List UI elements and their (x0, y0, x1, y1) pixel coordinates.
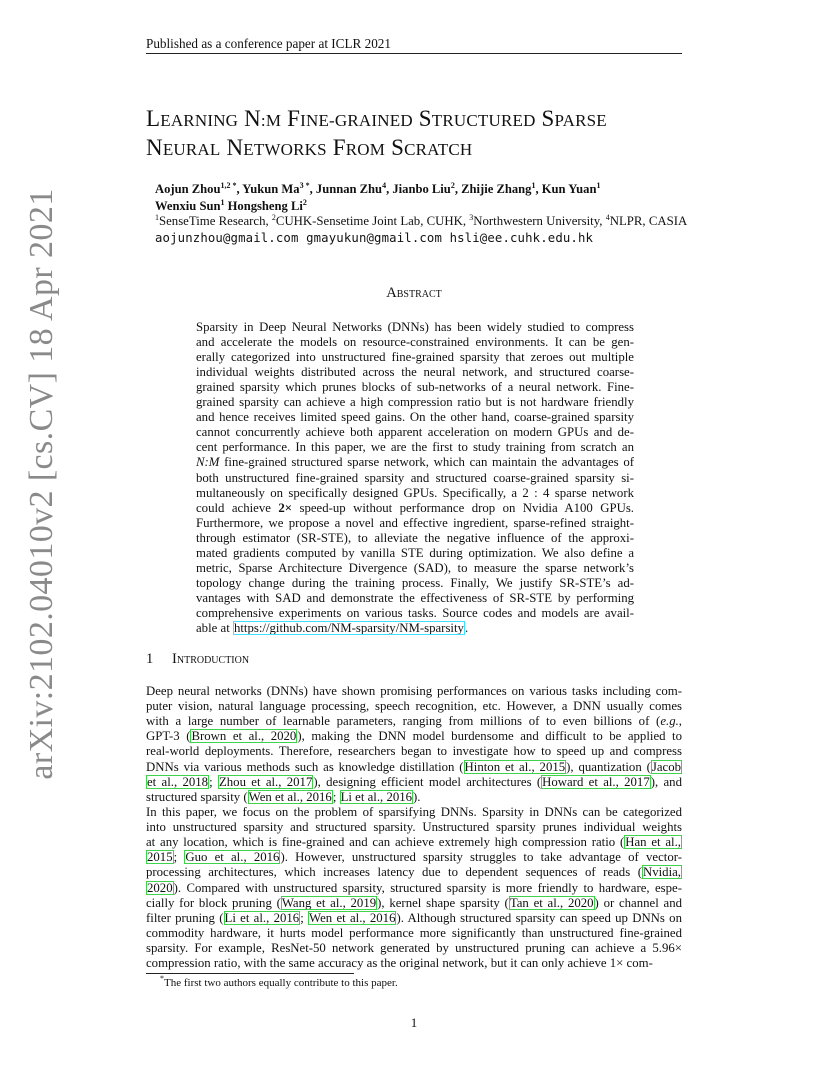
section-number: 1 (146, 651, 154, 667)
text-run: ), and (650, 774, 682, 789)
text-run: and accelerate the models on resource-constrained environments. It can be gen- (196, 335, 634, 350)
text-run: commodity hardware, it hurts model performance more significantly than unstructured fine-grained (146, 925, 682, 940)
citation-link[interactable]: 2015 (147, 850, 173, 865)
text-run: processing architectures, which increases latency due to dependent sequences of reads ( (146, 865, 642, 880)
footnote-mark: * (160, 974, 164, 983)
section-title: Introduction (172, 651, 250, 667)
abstract-line (196, 591, 634, 606)
affiliations: $^1$SenseTime Research, $^2$CUHK-Sensetime Joint Lab, CUHK, $^3$Northwestern University, $^4$NLPR, CASIA (155, 213, 688, 228)
paper-title-line-1: LEARNING N:M FINE-GRAINED STRUCTURED SPARSE (146, 106, 607, 131)
author-name: Yukun Ma (242, 182, 300, 196)
citation-link[interactable]: Guo et al., 2016 (185, 850, 280, 865)
text-run: grained sparsity which prunes blocks of sub-networks of a neural network. Fine- (196, 380, 634, 395)
citation-link[interactable]: Hinton et al., 2015 (464, 759, 566, 774)
citation-link[interactable]: Jacob (651, 759, 681, 774)
body-line (146, 805, 682, 820)
abstract-line (196, 335, 634, 350)
abstract-line (196, 576, 634, 591)
body-line (146, 881, 682, 896)
text-run: comprehensive experiments on various tasks. Source codes and models are avail- (196, 605, 634, 620)
body-line (146, 820, 682, 835)
text-run: sparsity. For example, ResNet-50 network generated by unstructured pruning can achieve a 5.96× (146, 940, 682, 955)
text-run: ). Although structured sparsity can speed up DNNs on (396, 910, 682, 925)
text-run: cially for block pruning ( (146, 895, 281, 910)
text-run: real-world deployments. Therefore, researchers began to investigate how to speed up and compress (146, 744, 682, 759)
text-run: and hence receives limited speed gains. On the other hand, coarse-grained sparsity (196, 410, 634, 425)
citation-link[interactable]: Li et al., 2016 (340, 789, 413, 804)
body-line (146, 865, 682, 880)
author-list-line-2: Wenxiu Sun$^1$ Hongsheng Li$^2$ (155, 198, 307, 213)
text-run: ). However, unstructured sparsity struggles to take advantage of vector- (280, 850, 682, 865)
body-line (146, 699, 682, 714)
citation-link[interactable]: Han et al., (625, 835, 681, 850)
body-line (146, 684, 682, 699)
abstract-line (196, 440, 634, 455)
footnote-rule (146, 973, 354, 974)
author-name: Junnan Zhu (315, 182, 383, 196)
footnote (160, 974, 398, 989)
text-run: compression ratio, with the same accuracy as the original network, but it can only achieve 1× com- (146, 956, 653, 970)
text-run: N:M (196, 455, 220, 470)
text-run: Furthermore, we propose a novel and effective ingredient, sparse-refined straight- (196, 515, 634, 530)
text-run: ; (173, 850, 185, 865)
body-line (146, 760, 682, 775)
text-run: both unstructured fine-grained sparsity and structured coarse-grained sparsity si- (196, 470, 634, 485)
abstract-line (196, 425, 634, 440)
text-run: cent performance. In this paper, we are the first to study training from scratch an (196, 440, 634, 455)
text-run: ). Compared with unstructured sparsity, structured sparsity is more friendly to hardware, espe- (173, 880, 682, 895)
text-run: ), kernel shape sparsity ( (377, 895, 509, 910)
text-run: able at (196, 621, 233, 635)
text-run: e.g. (660, 714, 679, 729)
header-rule (146, 53, 682, 54)
page-number: 1 (410, 1015, 418, 1030)
author-name: Wenxiu Sun (155, 199, 221, 213)
citation-link[interactable]: Li et al., 2016 (224, 910, 300, 925)
text-run: erally categorized into unstructured fine-grained sparsity that zeroes out multiple (196, 350, 634, 365)
text-run: DNNs via various methods such as knowledge distillation ( (146, 759, 464, 774)
paper-title-line-2: NEURAL NETWORKS FROM SCRATCH (146, 135, 473, 160)
citation-link[interactable]: Zhou et al., 2017 (218, 774, 313, 789)
text-run: at any location, which is fine-grained and can achieve extremely high compression ratio ( (146, 835, 625, 850)
abstract-line (196, 621, 634, 636)
text-run: 2× (278, 500, 293, 515)
arxiv-stamp: arXiv:2102.04010v2 [cs.CV] 18 Apr 2021 (23, 188, 60, 780)
author-name: Zhijie Zhang (461, 182, 532, 196)
body-line (146, 775, 682, 790)
text-run: fine-grained structured sparse network, which can maintain the advantages of (219, 455, 634, 470)
text-run: speed-up without performance drop on Nvidia A100 GPUs. (292, 500, 634, 515)
body-line (146, 911, 682, 926)
abstract-line (196, 410, 634, 425)
abstract-line (196, 380, 634, 395)
text-run: structured sparsity ( (146, 789, 248, 804)
author-emails: aojunzhou@gmail.com gmayukun@gmail.com hsli@ee.cuhk.edu.hk (155, 231, 594, 245)
abstract-line (196, 365, 634, 380)
citation-link[interactable]: Howard et al., 2017 (542, 774, 650, 789)
text-run: puter vision, natural language processing, speech recognition, etc. However, a DNN usually comes (146, 699, 682, 714)
citation-link[interactable]: Wen et al., 2016 (309, 910, 396, 925)
text-run: ), quantization ( (566, 759, 651, 774)
text-run: ), designing efficient model architectures ( (313, 774, 542, 789)
citation-link[interactable]: Tan et al., 2020 (509, 895, 594, 910)
abstract-line (196, 501, 634, 516)
text-run: ; (300, 910, 309, 925)
citation-link[interactable]: Nvidia, (642, 865, 681, 880)
footnote-text: The first two authors equally contribute to this paper. (164, 977, 398, 989)
citation-link[interactable]: et al., 2018 (147, 774, 209, 789)
text-run: grained sparsity can achieve a high compression ratio but is not hardware friendly (196, 395, 634, 410)
citation-link[interactable]: Wen et al., 2016 (248, 789, 332, 804)
author-name: Hongsheng Li (227, 199, 303, 213)
abstract-heading: Abstract (386, 285, 442, 301)
author-list-line-1: Aojun Zhou$^{1,2 *}$, Yukun $Ma^{3 *}$, Junnan Zhu$^4$, Jianbo Liu$^2$, Zhijie Zhang$^1$, Kun Yuan$^1$ (155, 181, 601, 196)
conference-header: Published as a conference paper at ICLR 2021 (146, 36, 391, 51)
abstract-line (196, 531, 634, 546)
text-run: with a large number of learnable parameters, ranging from millions of to even billions of ( (146, 714, 661, 729)
text-run: , (678, 714, 682, 729)
text-run: In this paper, we focus on the problem of sparsifying DNNs. Sparsity in DNNs can be categorized (146, 805, 682, 819)
abstract-line (196, 546, 634, 561)
abstract-line (196, 516, 634, 531)
body-line (146, 729, 682, 744)
author-name: Jianbo Liu (392, 182, 451, 196)
citation-link[interactable]: Brown et al., 2020 (191, 729, 297, 744)
text-run: cannot concurrently achieve both apparent acceleration on modern GPUs and de- (196, 425, 634, 440)
text-run: topology change during the training process. Finally, We justify SR-STE’s ad- (196, 575, 634, 590)
text-run: multaneously on specifically designed GPUs. Specifically, a 2 : 4 sparse network (196, 485, 634, 500)
text-run: Sparsity in Deep Neural Networks (DNNs) has been widely studied to compress (196, 320, 634, 334)
text-run: ; (332, 789, 340, 804)
section-heading-introduction (146, 651, 249, 668)
text-run: filter pruning ( (146, 910, 224, 925)
abstract-line (196, 471, 634, 486)
text-run: mated gradients computed by vanilla STE during optimization. We also define a (196, 545, 634, 560)
citation-link[interactable]: Wang et al., 2019 (281, 895, 377, 910)
body-line (146, 714, 682, 729)
text-run: individual weights distributed across the neural network, and structured coarse- (196, 365, 634, 380)
abstract-line (196, 455, 634, 470)
author-name: Kun Yuan (541, 182, 597, 196)
text-run: into unstructured sparsity and structured sparsity. Unstructured sparsity prunes individual weights (146, 820, 682, 835)
body-line (146, 941, 682, 956)
text-run: ). (413, 789, 421, 804)
body-line (146, 850, 682, 865)
text-run: vantages with SAD and demonstrate the effectiveness of SR-STE by performing (196, 590, 634, 605)
body-line (146, 835, 682, 850)
abstract-line (196, 486, 634, 501)
abstract-line (196, 561, 634, 576)
abstract-line (196, 320, 634, 335)
body-line (146, 956, 682, 971)
body-line (146, 926, 682, 941)
text-run: ), making the DNN model burdensome and difficult to be applied to (297, 729, 682, 744)
text-run: metric, Sparse Architecture Divergence (SAD), to measure the sparse network’s (196, 560, 634, 575)
abstract-line (196, 395, 634, 410)
author-name: Aojun Zhou (155, 182, 221, 196)
text-run: through estimator (SR-STE), to alleviate the negative influence of the approxi- (196, 530, 634, 545)
text-run: Deep neural networks (DNNs) have shown promising performances on various tasks including com- (146, 684, 682, 698)
text-run: . (464, 621, 469, 635)
body-line (146, 896, 682, 911)
text-run: ; (209, 774, 218, 789)
abstract-line (196, 606, 634, 621)
abstract-line (196, 350, 634, 365)
text-run: could achieve (196, 500, 279, 515)
text-run: ) or channel and (594, 895, 682, 910)
citation-link[interactable]: 2020 (147, 880, 173, 895)
code-url-link[interactable]: https://github.com/NM-sparsity/NM-sparsity (233, 621, 464, 635)
text-run: GPT-3 ( (146, 729, 191, 744)
body-line (146, 790, 682, 805)
body-line (146, 744, 682, 759)
